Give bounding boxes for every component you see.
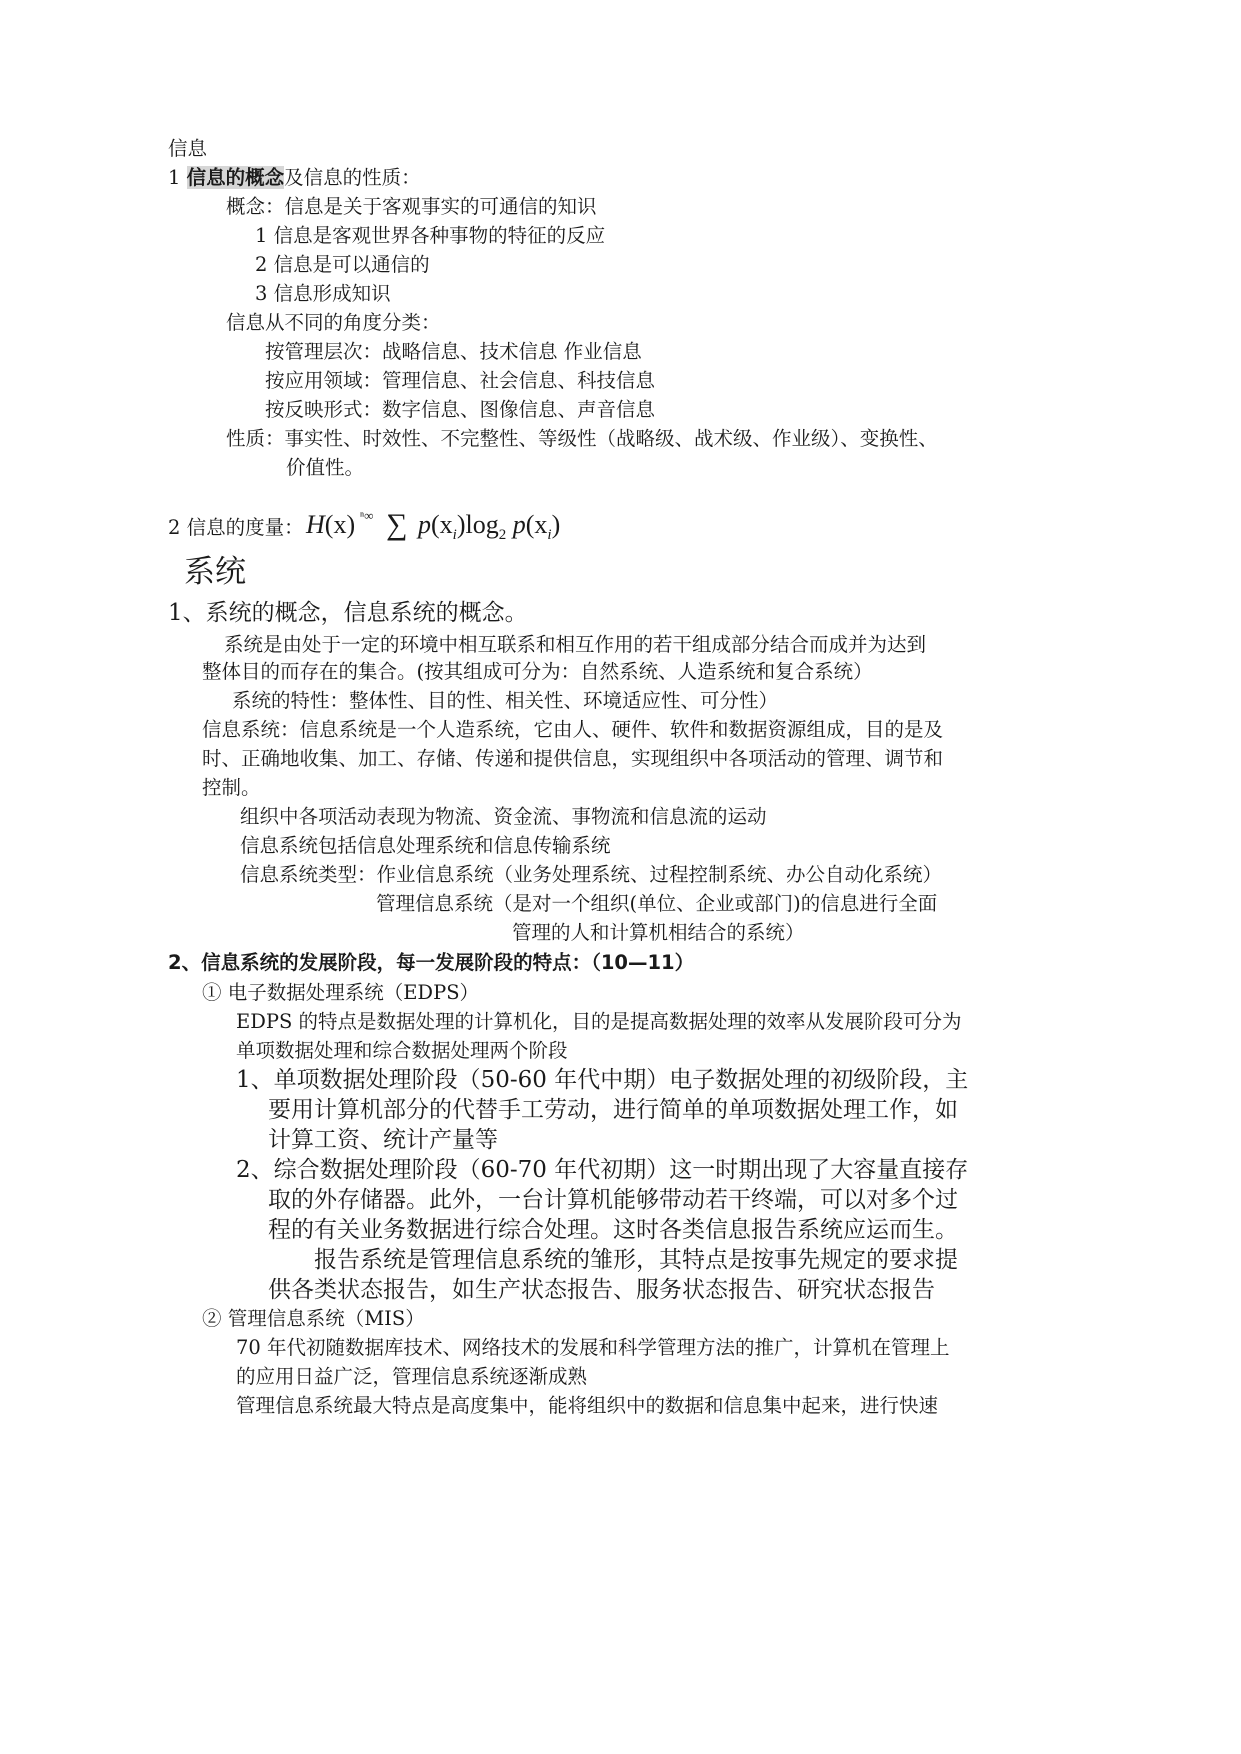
classify-item-3: 按反映形式：数字信息、图像信息、声音信息 — [265, 398, 656, 421]
formula-p1: p — [418, 510, 431, 539]
classify-item-1: 按管理层次：战略信息、技术信息 作业信息 — [265, 340, 642, 363]
classify-heading: 信息从不同的角度分类： — [226, 311, 441, 334]
formula-close2: ) — [551, 510, 561, 539]
info-system-def-2: 时、正确地收集、加工、存储、传递和提供信息，实现组织中各项活动的管理、调节和 — [202, 747, 944, 770]
classify-item-2: 按应用领域：管理信息、社会信息、科技信息 — [265, 369, 656, 392]
stage-2-line-3: 程的有关业务数据进行综合处理。这时各类信息报告系统应运而生。 — [268, 1217, 958, 1243]
stage-1-line-2: 要用计算机部分的代替手工劳动，进行简单的单项数据处理工作，如 — [268, 1097, 958, 1123]
properties-line-1: 性质：事实性、时效性、不完整性、等级性（战略级、战术级、作业级）、变换性、 — [226, 427, 938, 450]
stage-1-line-1: 1、单项数据处理阶段（50-60 年代中期）电子数据处理的初级阶段，主 — [236, 1067, 969, 1093]
formula-sub-i2: i — [547, 527, 552, 544]
stage-2-line-5: 供各类状态报告，如生产状态报告、服务状态报告、研究状态报告 — [268, 1277, 935, 1303]
formula-garbled-symbol: ⁿ∞ — [360, 508, 374, 523]
activity-flows: 组织中各项活动表现为物流、资金流、事物流和信息流的运动 — [240, 805, 767, 828]
info-system-def-3: 控制。 — [202, 776, 261, 799]
stage-1-line-3: 计算工资、统计产量等 — [268, 1127, 498, 1153]
doc-title: 信息 — [168, 137, 208, 160]
measure-label: 2 信息的度量： — [168, 516, 304, 539]
formula-sub-i1: i — [452, 527, 457, 544]
section-a-heading: 1、系统的概念，信息系统的概念。 — [168, 600, 528, 626]
formula-x: (x) — [324, 510, 356, 539]
mis-title: ② 管理信息系统（MIS） — [202, 1307, 425, 1330]
mis-desc-2: 的应用日益广泛，管理信息系统逐渐成熟 — [236, 1365, 588, 1388]
formula-close1: ) — [456, 510, 466, 539]
properties-line-2: 价值性。 — [286, 456, 365, 479]
formula-H: H — [306, 510, 325, 539]
concept-item-1: 1 信息是客观世界各种事物的特征的反应 — [255, 224, 606, 247]
section-1-highlight: 信息的概念 — [186, 166, 285, 189]
concept-line: 概念：信息是关于客观事实的可通信的知识 — [226, 195, 597, 218]
info-system-def-1: 信息系统：信息系统是一个人造系统，它由人、硬件、软件和数据资源组成，目的是及 — [202, 718, 944, 741]
formula-p2: p — [512, 510, 526, 539]
formula-xi2: (x — [525, 510, 548, 539]
system-def-1: 系统是由处于一定的环境中相互联系和相互作用的若干组成部分结合而成并为达到 — [224, 633, 927, 656]
section-1-rest: 及信息的性质： — [284, 166, 421, 189]
section-1-number: 1 — [168, 166, 181, 189]
system-heading: 系统 — [184, 554, 246, 590]
info-system-types-1: 信息系统类型：作业信息系统（业务处理系统、过程控制系统、办公自动化系统） — [240, 863, 943, 886]
section-b-heading: 2、信息系统的发展阶段，每一发展阶段的特点：（10—11） — [168, 951, 695, 974]
mis-desc-3: 管理信息系统最大特点是高度集中，能将组织中的数据和信息集中起来，进行快速 — [236, 1394, 939, 1417]
section-1-heading — [168, 165, 421, 191]
formula-log: log — [465, 510, 499, 539]
edps-desc-2: 单项数据处理和综合数据处理两个阶段 — [236, 1039, 568, 1062]
stage-2-line-1: 2、综合数据处理阶段（60-70 年代初期）这一时期出现了大容量直接存 — [236, 1157, 969, 1183]
concept-item-2: 2 信息是可以通信的 — [255, 253, 430, 276]
info-system-types-2: 管理信息系统（是对一个组织(单位、企业或部门)的信息进行全面 — [376, 892, 938, 915]
stage-2-line-4: 报告系统是管理信息系统的雏形，其特点是按事先规定的要求提 — [314, 1247, 958, 1273]
info-system-parts: 信息系统包括信息处理系统和信息传输系统 — [240, 834, 611, 857]
concept-item-3: 3 信息形成知识 — [255, 282, 391, 305]
info-system-types-3: 管理的人和计算机相结合的系统） — [512, 921, 805, 944]
formula-log-base: 2 — [498, 527, 507, 544]
system-traits: 系统的特性：整体性、目的性、相关性、环境适应性、可分性） — [232, 689, 779, 712]
entropy-formula — [306, 510, 355, 540]
formula-tail — [418, 510, 560, 544]
stage-2-line-2: 取的外存储器。此外，一台计算机能够带动若干终端，可以对多个过 — [268, 1187, 958, 1213]
system-def-2: 整体目的而存在的集合。(按其组成可分为：自然系统、人造系统和复合系统） — [202, 660, 873, 683]
edps-title: ① 电子数据处理系统（EDPS） — [202, 981, 480, 1004]
mis-desc-1: 70 年代初随数据库技术、网络技术的发展和科学管理方法的推广，计算机在管理上 — [236, 1336, 950, 1359]
edps-desc-1: EDPS 的特点是数据处理的计算机化，目的是提高数据处理的效率从发展阶段可分为 — [236, 1010, 962, 1033]
formula-sum: ∑ — [386, 508, 408, 541]
formula-xi1: (x — [431, 510, 453, 539]
